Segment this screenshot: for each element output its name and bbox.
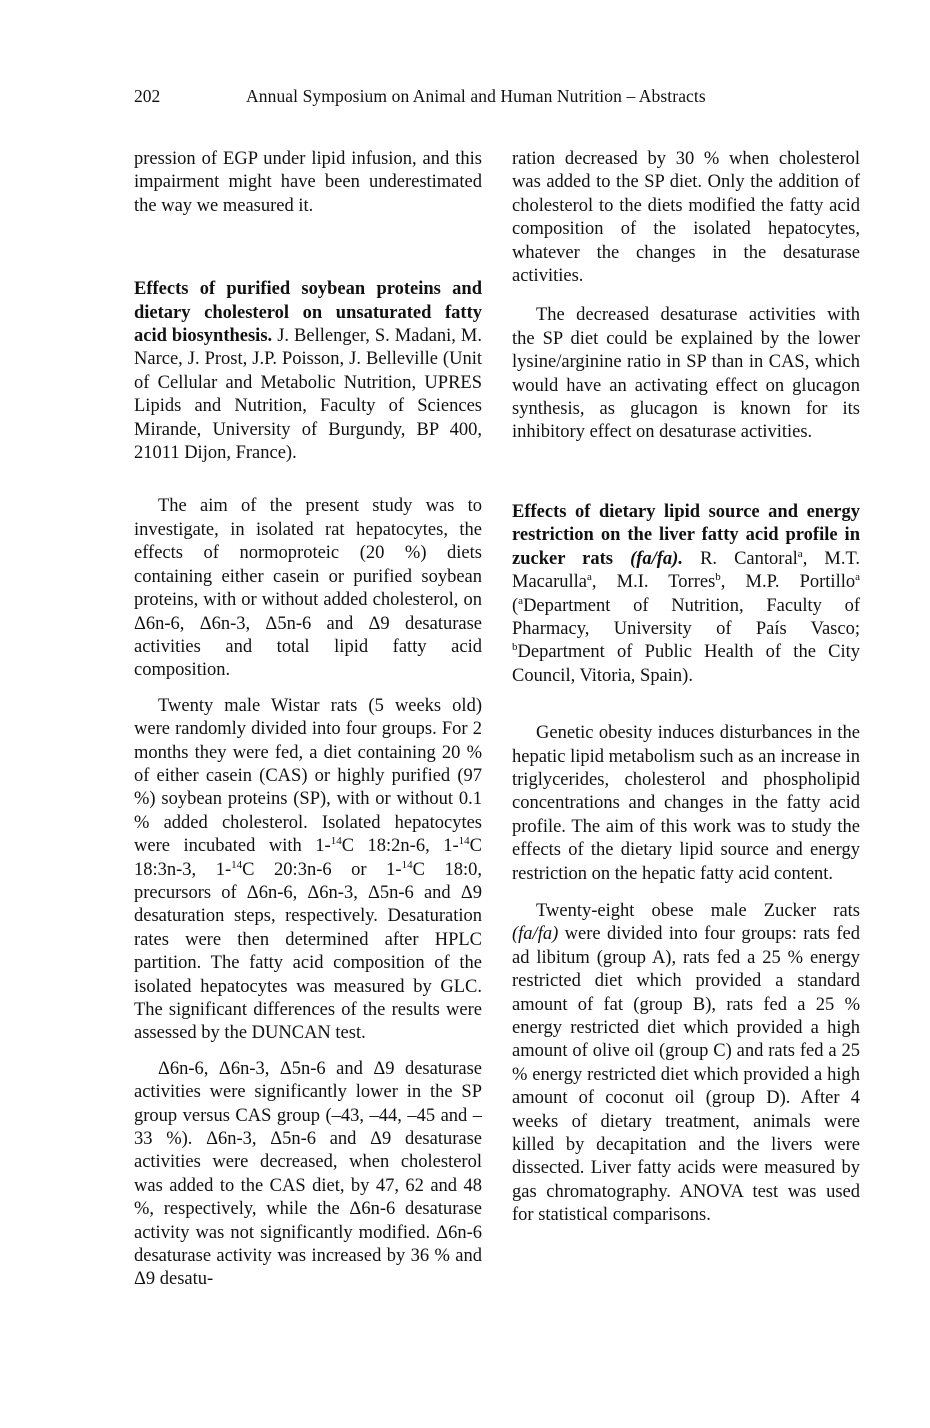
page-number: 202 — [134, 86, 161, 106]
isotope-superscript: 14 — [401, 858, 413, 871]
affiliation: Department of Nutrition, Faculty of Pharmacy, University of País Vasco; — [512, 595, 860, 639]
left-column — [134, 148, 482, 1292]
right-column — [512, 148, 860, 1228]
text-run: C 18:3n-3, 1- — [134, 836, 482, 880]
affiliation-mark: a — [587, 571, 592, 584]
running-title: Annual Symposium on Animal and Human Nutrition – Abstracts — [246, 86, 706, 106]
affiliation-mark: a — [855, 571, 860, 584]
abstract-1-paragraph-2 — [134, 695, 482, 1046]
author: , M.T. Macarulla — [512, 548, 861, 593]
page-header — [134, 86, 804, 114]
isotope-superscript: 14 — [231, 858, 243, 871]
abstract-2-paragraph-1: Genetic obesity induces disturbances in the hepatic lipid metabolism such as an increase in triglycerides, cholesterol and phospholipid concentrations and changes in the fatty acid profile. The aim of this work was to study the effects of the dietary lipid source and energy restriction on the hepatic fatty acid content. — [512, 723, 860, 884]
affiliation-mark: a — [797, 547, 803, 560]
affiliation-mark: a — [518, 594, 524, 607]
isotope-superscript: 14 — [330, 835, 342, 848]
abstract-2-heading — [512, 501, 860, 688]
abstract-2-title-text: Effects of dietary lipid source and energy restriction on the liver fatty acid profile in zucker rats — [512, 501, 860, 569]
text-run: Twenty-eight obese male Zucker rats — [536, 900, 860, 921]
affiliation-mark: b — [512, 641, 518, 654]
text-run: were divided into four groups: rats fed ad libitum (group A), rats fed a 25 % energy restricted diet which provided a standard amount of fat (group B), rats fed a 25 % energy restricted diet which provided a high amount of olive oil (group C) and rats fed a 25 % energy restricted diet which provided a high amount of coconut oil (group D). After 4 weeks of dietary treatment, animals were killed by decapitation and the livers were dissected. Liver fatty acids were measured by gas chromatography. ANOVA test was used for statistical comparisons. — [512, 924, 860, 1226]
abstract-2-paragraph-2 — [512, 900, 860, 1228]
abstract-1-paragraph-1: The aim of the present study was to investigate, in isolated rat hepatocytes, the effects of normoproteic (20 %) diets containing either casein or purified soybean proteins, with or without added cholesterol, on Δ6n-6, Δ6n-3, Δ5n-6 and Δ9 desaturase activities and total lipid fatty acid composition. — [134, 496, 482, 681]
text-run: C 18:0, precursors of Δ6n-6, Δ6n-3, Δ5n-6 and Δ9 desaturation steps, respectively. Desaturation rates were then determined after HPLC partition. The fatty acid composition of the isolated hepatocytes was measured by GLC. The significant differences of the results were assessed by the DUNCAN test. — [134, 859, 482, 1044]
text-run: Twenty male Wistar rats (5 weeks old) were randomly divided into four groups. For 2 months they were fed, a diet containing 20 % of either casein (CAS) or highly purified (97 %) soybean proteins (SP), with or without 0.1 % added cholesterol. Isolated hepatocytes were incubated with 1- — [134, 695, 482, 857]
abstract-1-paragraph-4: The decreased desaturase activities with the SP diet could be explained by the lower lysine/arginine ratio in SP than in CAS, which would have an activating effect on glucagon synthesis, as glucagon is known for its inhibitory effect on desaturase activities. — [512, 305, 860, 443]
text-run: C 18:2n-6, 1- — [341, 836, 459, 857]
abstract-1-paragraph-3-continued: ration decreased by 30 % when cholesterol was added to the SP diet. Only the addition of cholesterol to the diets modified the fatty acid composition of the isolated hepatocytes, whatever the changes in the desaturase activities. — [512, 149, 860, 287]
abstract-1-heading — [134, 278, 482, 465]
genotype-italic: (fa/fa) — [512, 924, 559, 945]
text-run: C 20:3n-6 or 1- — [242, 859, 402, 880]
author: R. Cantoral — [700, 548, 798, 569]
affiliation-mark: b — [715, 571, 721, 584]
abstract-1-title: Effects of purified soybean proteins and dietary cholesterol on unsaturated fatty acid biosynthesis. — [134, 279, 482, 347]
abstract-2-title-italic: (fa/fa). — [630, 548, 683, 569]
continuation-paragraph: pression of EGP under lipid infusion, and this impairment might have been underestimated the way we measured it. — [134, 149, 482, 216]
affiliation: Department of Public Health of the City Council, Vitoria, Spain). — [512, 642, 860, 686]
isotope-superscript: 14 — [458, 835, 470, 848]
author: , M.I. Torres — [591, 572, 716, 593]
text-run: ( — [512, 595, 519, 616]
abstract-1-paragraph-3: Δ6n-6, Δ6n-3, Δ5n-6 and Δ9 desaturase activities were significantly lower in the SP group versus CAS group (–43, –44, –45 and –33 %). Δ6n-3, Δ5n-6 and Δ9 desaturase activities were decreased, when cholesterol was added to the CAS diet, by 47, 62 and 48 %, respectively, while the Δ6n-6 desaturase activity was not significantly modified. Δ6n-6 desaturase activity was increased by 36 % and Δ9 desatu- — [134, 1058, 482, 1290]
abstract-1-authors: J. Bellenger, S. Madani, M. Narce, J. Prost, J.P. Poisson, J. Belleville (Unit of Cellular and Metabolic Nutrition, UPRES Lipids and Nutrition, Faculty of Sciences Mirande, University of Burgundy, BP 400, 21011 Dijon, France). — [134, 326, 483, 464]
author: , M.P. Portillo — [720, 572, 856, 593]
abstract-2-authors — [512, 549, 860, 686]
